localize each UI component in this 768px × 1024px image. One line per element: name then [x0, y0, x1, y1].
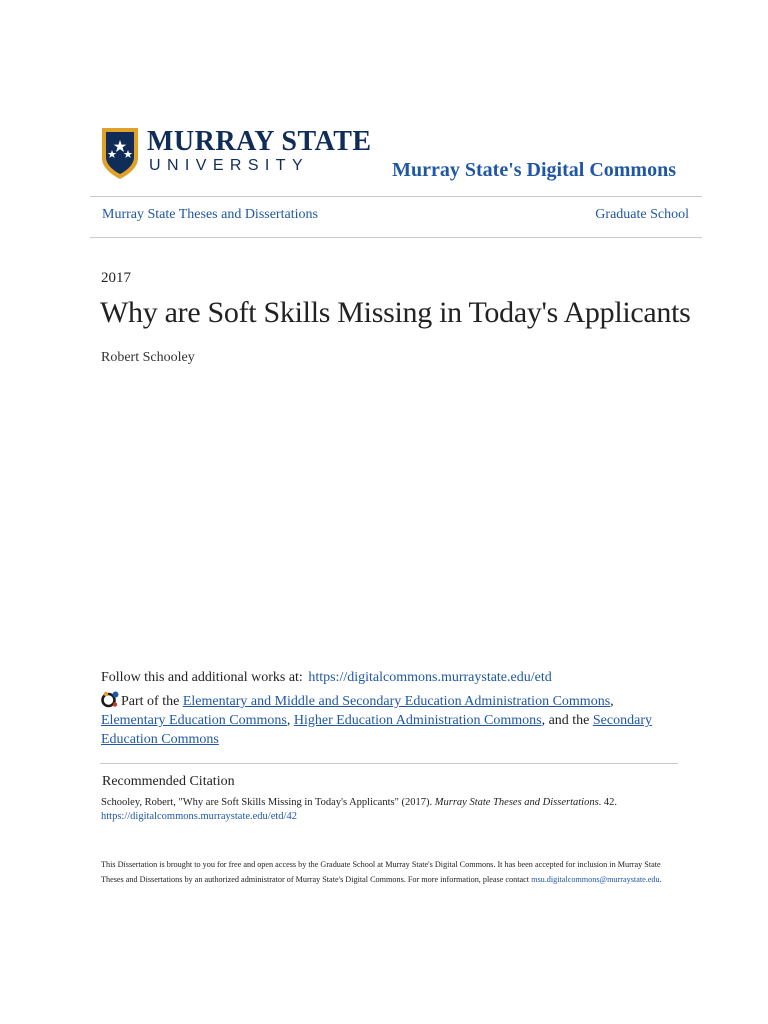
document-title: Why are Soft Skills Missing in Today's Applicants [100, 296, 691, 329]
follow-line [101, 670, 552, 686]
citation-series: Murray State Theses and Dissertations [434, 797, 599, 808]
footer-text: This Dissertation is brought to you for free and open access by the Graduate School at Murray State's Digital Commons. It has been accepted for inclusion in Murray State Theses and Dissertations by an authorized administrator of Murray State's Digital Commons. For more information, please contact [101, 860, 661, 884]
collection-link[interactable]: Murray State Theses and Dissertations [102, 207, 318, 222]
separator: , [286, 713, 291, 728]
citation-url-link[interactable]: https://digitalcommons.murraystate.edu/etd/42 [101, 811, 297, 822]
follow-label: Follow this and additional works at: [101, 670, 303, 685]
separator: , [610, 694, 614, 709]
network-commons-icon [101, 691, 120, 708]
commons-link-3[interactable]: Higher Education Administration Commons [293, 713, 542, 728]
school-link[interactable]: Graduate School [595, 207, 689, 222]
shield-icon [100, 126, 140, 180]
citation-number: . 42. [598, 797, 618, 808]
citation-text [101, 796, 701, 824]
citation-plain: Schooley, Robert, "Why are Soft Skills Missing in Today's Applicants" (2017). [101, 797, 433, 808]
commons-link-2[interactable]: Elementary Education Commons [101, 713, 287, 728]
footer-note [101, 857, 671, 887]
commons-link-4[interactable]: Secondary Education Commons [101, 713, 652, 747]
footer-end: . [659, 875, 662, 884]
part-of-block [101, 691, 679, 749]
citation-heading: Recommended Citation [102, 774, 235, 789]
logo-submark: UNIVERSITY [149, 157, 310, 174]
follow-url-link[interactable]: https://digitalcommons.murraystate.edu/etd [308, 670, 552, 685]
university-logo [100, 126, 380, 182]
repository-title-link[interactable]: Murray State's Digital Commons [392, 159, 676, 181]
divider-citation [100, 763, 678, 764]
document-author: Robert Schooley [101, 350, 195, 365]
commons-link-1[interactable]: Elementary and Middle and Secondary Education Administration Commons [182, 694, 611, 709]
divider-top [90, 196, 702, 197]
logo-wordmark: MURRAY STATE [147, 126, 372, 157]
contact-email-link[interactable]: msu.digitalcommons@murraystate.edu [531, 875, 660, 884]
publication-year: 2017 [101, 270, 131, 286]
separator: , and the [541, 713, 590, 728]
divider-nav [90, 237, 702, 238]
part-of-label: Part of the [121, 694, 180, 709]
